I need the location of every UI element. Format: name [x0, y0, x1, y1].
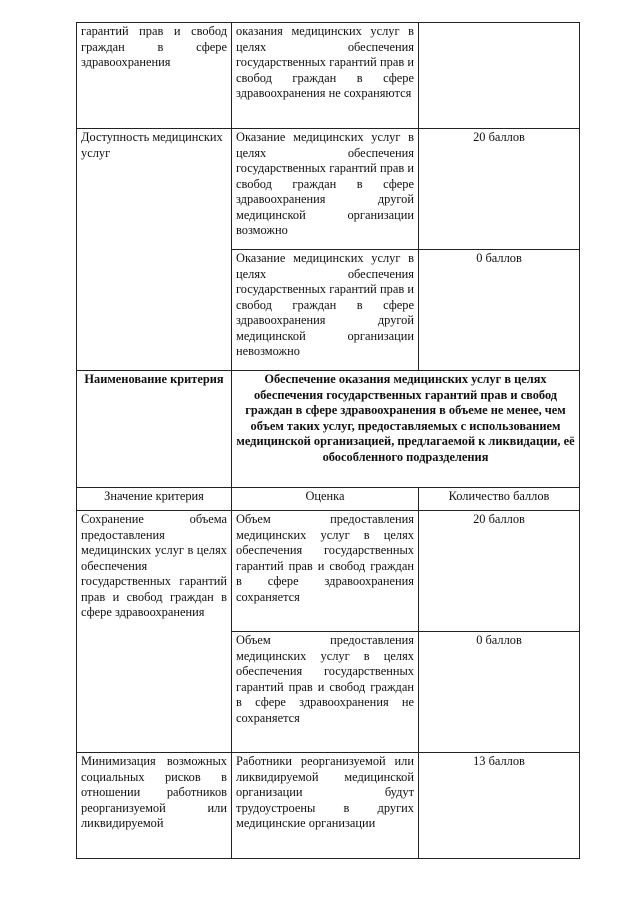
assessment-cell: Оказание медицинских услуг в целях обеспечения государственных гарантий прав и свобод граждан в сфере здравоохранения другой медицинской организации невозможно — [232, 250, 419, 371]
criterion-cell: Минимизация возможных социальных рисков в отношении работников реорганизуемой или ликвидируемой — [77, 753, 232, 859]
assessment-cell: оказания медицинских услуг в целях обеспечения государственных гарантий прав и свобод граждан в сфере здравоохранения не сохраняются — [232, 23, 419, 129]
points-cell — [419, 23, 580, 129]
criteria-table — [76, 22, 580, 859]
criterion-name-value: Обеспечение оказания медицинских услуг в целях обеспечения государственных гарантий прав и свобод граждан в сфере здравоохранения в объеме не менее, чем объем таких услуг, предоставляемых с использованием медицинской организацией, предлагаемой к ликвидации, её обособленного подразделения — [232, 371, 580, 488]
assessment-cell: Работники реорганизуемой или ликвидируемой медицинской организации будут трудоустроены в других медицинские организации — [232, 753, 419, 859]
points-cell: 20 баллов — [419, 129, 580, 250]
table-row — [77, 129, 580, 250]
criterion-cell: гарантий прав и свобод граждан в сфере здравоохранения — [77, 23, 232, 129]
points-cell: 13 баллов — [419, 753, 580, 859]
criterion-name-row — [77, 371, 580, 488]
table-row — [77, 753, 580, 859]
table-row — [77, 23, 580, 129]
points-cell: 20 баллов — [419, 511, 580, 632]
table-row — [77, 511, 580, 632]
assessment-cell: Оказание медицинских услуг в целях обеспечения государственных гарантий прав и свобод граждан в сфере здравоохранения другой медицинской организации возможно — [232, 129, 419, 250]
points-cell: 0 баллов — [419, 250, 580, 371]
column-header-row — [77, 488, 580, 511]
column-header-assessment: Оценка — [232, 488, 419, 511]
criterion-name-label: Наименование критерия — [77, 371, 232, 488]
points-cell: 0 баллов — [419, 632, 580, 753]
criterion-cell: Сохранение объема предоставления медицинских услуг в целях обеспечения государственных гарантий прав и свобод граждан в сфере здравоохранения — [77, 511, 232, 753]
criterion-cell: Доступность медицинских услуг — [77, 129, 232, 371]
assessment-cell: Объем предоставления медицинских услуг в целях обеспечения государственных гарантий прав и свобод граждан в сфере здравоохранения не сохраняется — [232, 632, 419, 753]
assessment-cell: Объем предоставления медицинских услуг в целях обеспечения государственных гарантий прав и свобод граждан в сфере здравоохранения сохраняется — [232, 511, 419, 632]
column-header-value: Значение критерия — [77, 488, 232, 511]
column-header-points: Количество баллов — [419, 488, 580, 511]
